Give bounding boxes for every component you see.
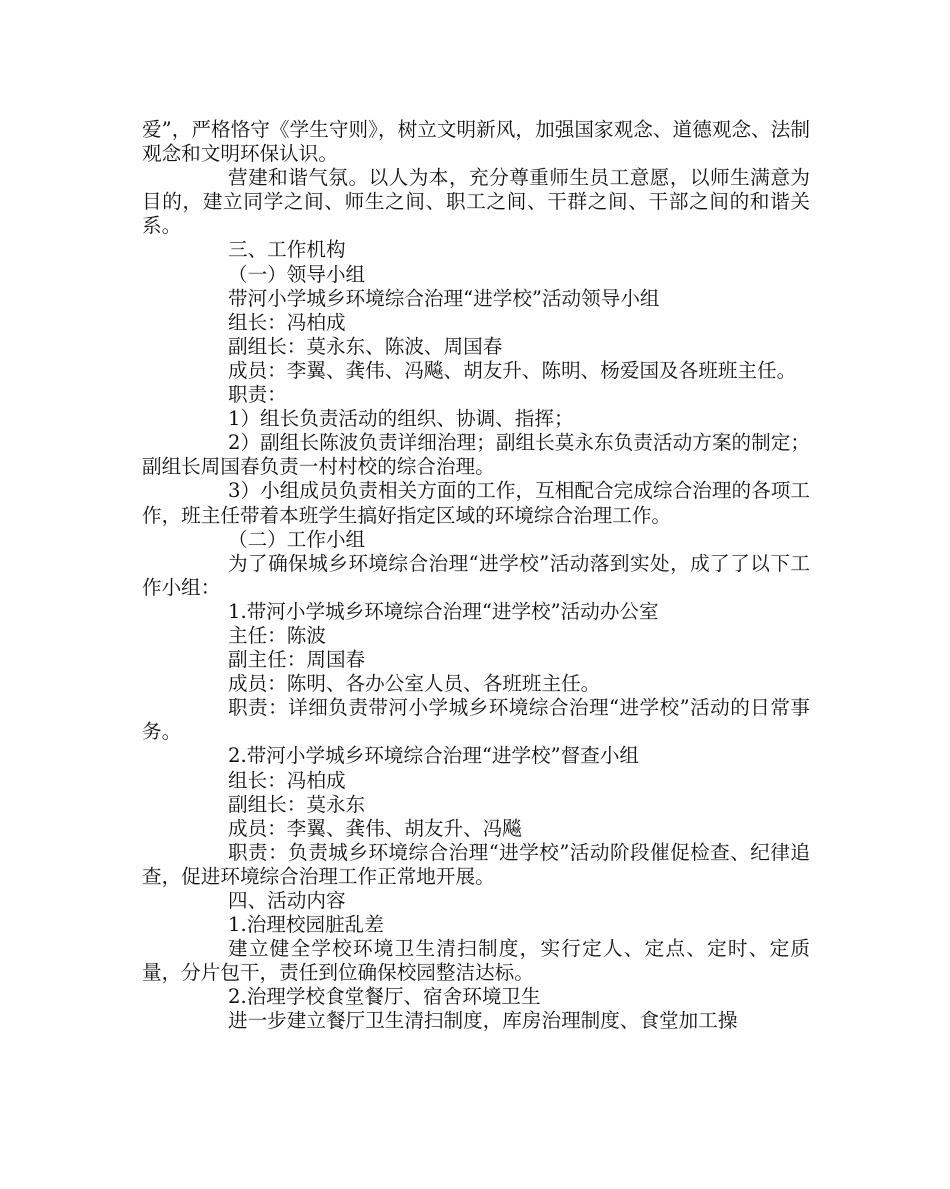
paragraph-inspection-title: 2.带河小学城乡环境综合治理“进学校”督查小组	[228, 744, 640, 768]
paragraph-item-2-body: 进一步建立餐厅卫生清扫制度，库房治理制度、食堂加工操	[228, 1009, 738, 1033]
paragraph-office-duties: 职责：详细负责带河小学城乡环境综合治理“进学校”活动的日常事务。	[142, 696, 810, 744]
paragraph-inspection-deputy: 副组长：莫永东	[228, 792, 366, 816]
paragraph-1: 爱”，严格恪守《学生守则》，树立文明新风，加强国家观念、道德观念、法制观念和文明环保认识。	[142, 118, 810, 166]
paragraph-office-members: 成员：陈明、各办公室人员、各班班主任。	[228, 672, 601, 696]
paragraph-inspection-duties: 职责：负责城乡环境综合治理“进学校”活动阶段催促检查、纪律追查，促进环境综合治理工作正常地开展。	[142, 840, 810, 888]
section-heading-work-structure: 三、工作机构	[228, 238, 346, 262]
section-heading-activity-content: 四、活动内容	[228, 889, 346, 912]
paragraph-item-2-title: 2.治理学校食堂餐厅、宿舍环境卫生	[228, 985, 541, 1009]
paragraph-2: 营建和谐气氛。以人为本，充分尊重师生员工意愿，以师生满意为目的，建立同学之间、师生之间、职工之间、干群之间、干部之间的和谐关系。	[142, 166, 810, 238]
paragraph-duty-1: 1）组长负责活动的组织、协调、指挥；	[228, 407, 574, 431]
paragraph-office-title: 1.带河小学城乡环境综合治理“进学校”活动办公室	[228, 599, 659, 623]
paragraph-members: 成员：李翼、龚伟、冯飚、胡友升、陈明、杨爱国及各班班主任。	[228, 358, 797, 382]
paragraph-inspection-leader: 组长：冯柏成	[228, 768, 346, 792]
paragraph-duty-2: 2）副组长陈波负责详细治理；副组长莫永东负责活动方案的制定；副组长周国春负责一村村校的综合治理。	[142, 431, 810, 479]
paragraph-work-group-intro: 为了确保城乡环境综合治理“进学校”活动落到实处，成了了以下工作小组：	[142, 551, 810, 599]
paragraph-leadership-group-title: 带河小学城乡环境综合治理“进学校”活动领导小组	[228, 286, 660, 310]
subheading-work-group: （二）工作小组	[228, 527, 366, 551]
paragraph-deputy-leaders: 副组长：莫永东、陈波、周国春	[228, 334, 503, 358]
paragraph-duties-label: 职责：	[228, 383, 287, 407]
paragraph-inspection-members: 成员：李翼、龚伟、胡友升、冯飚	[228, 816, 522, 840]
paragraph-item-1-body: 建立健全学校环境卫生清扫制度，实行定人、定点、定时、定质量，分片包干，责任到位确保校园整洁达标。	[142, 937, 810, 985]
paragraph-office-deputy: 副主任：周国春	[228, 648, 366, 672]
paragraph-leader: 组长：冯柏成	[228, 310, 346, 334]
paragraph-item-1-title: 1.治理校园脏乱差	[228, 913, 384, 937]
subheading-leadership-group: （一）领导小组	[228, 262, 366, 286]
paragraph-duty-3: 3）小组成员负责相关方面的工作，互相配合完成综合治理的各项工作，班主任带着本班学生搞好指定区域的环境综合治理工作。	[142, 479, 810, 527]
paragraph-office-director: 主任：陈波	[228, 623, 326, 647]
document-page	[142, 118, 810, 1034]
